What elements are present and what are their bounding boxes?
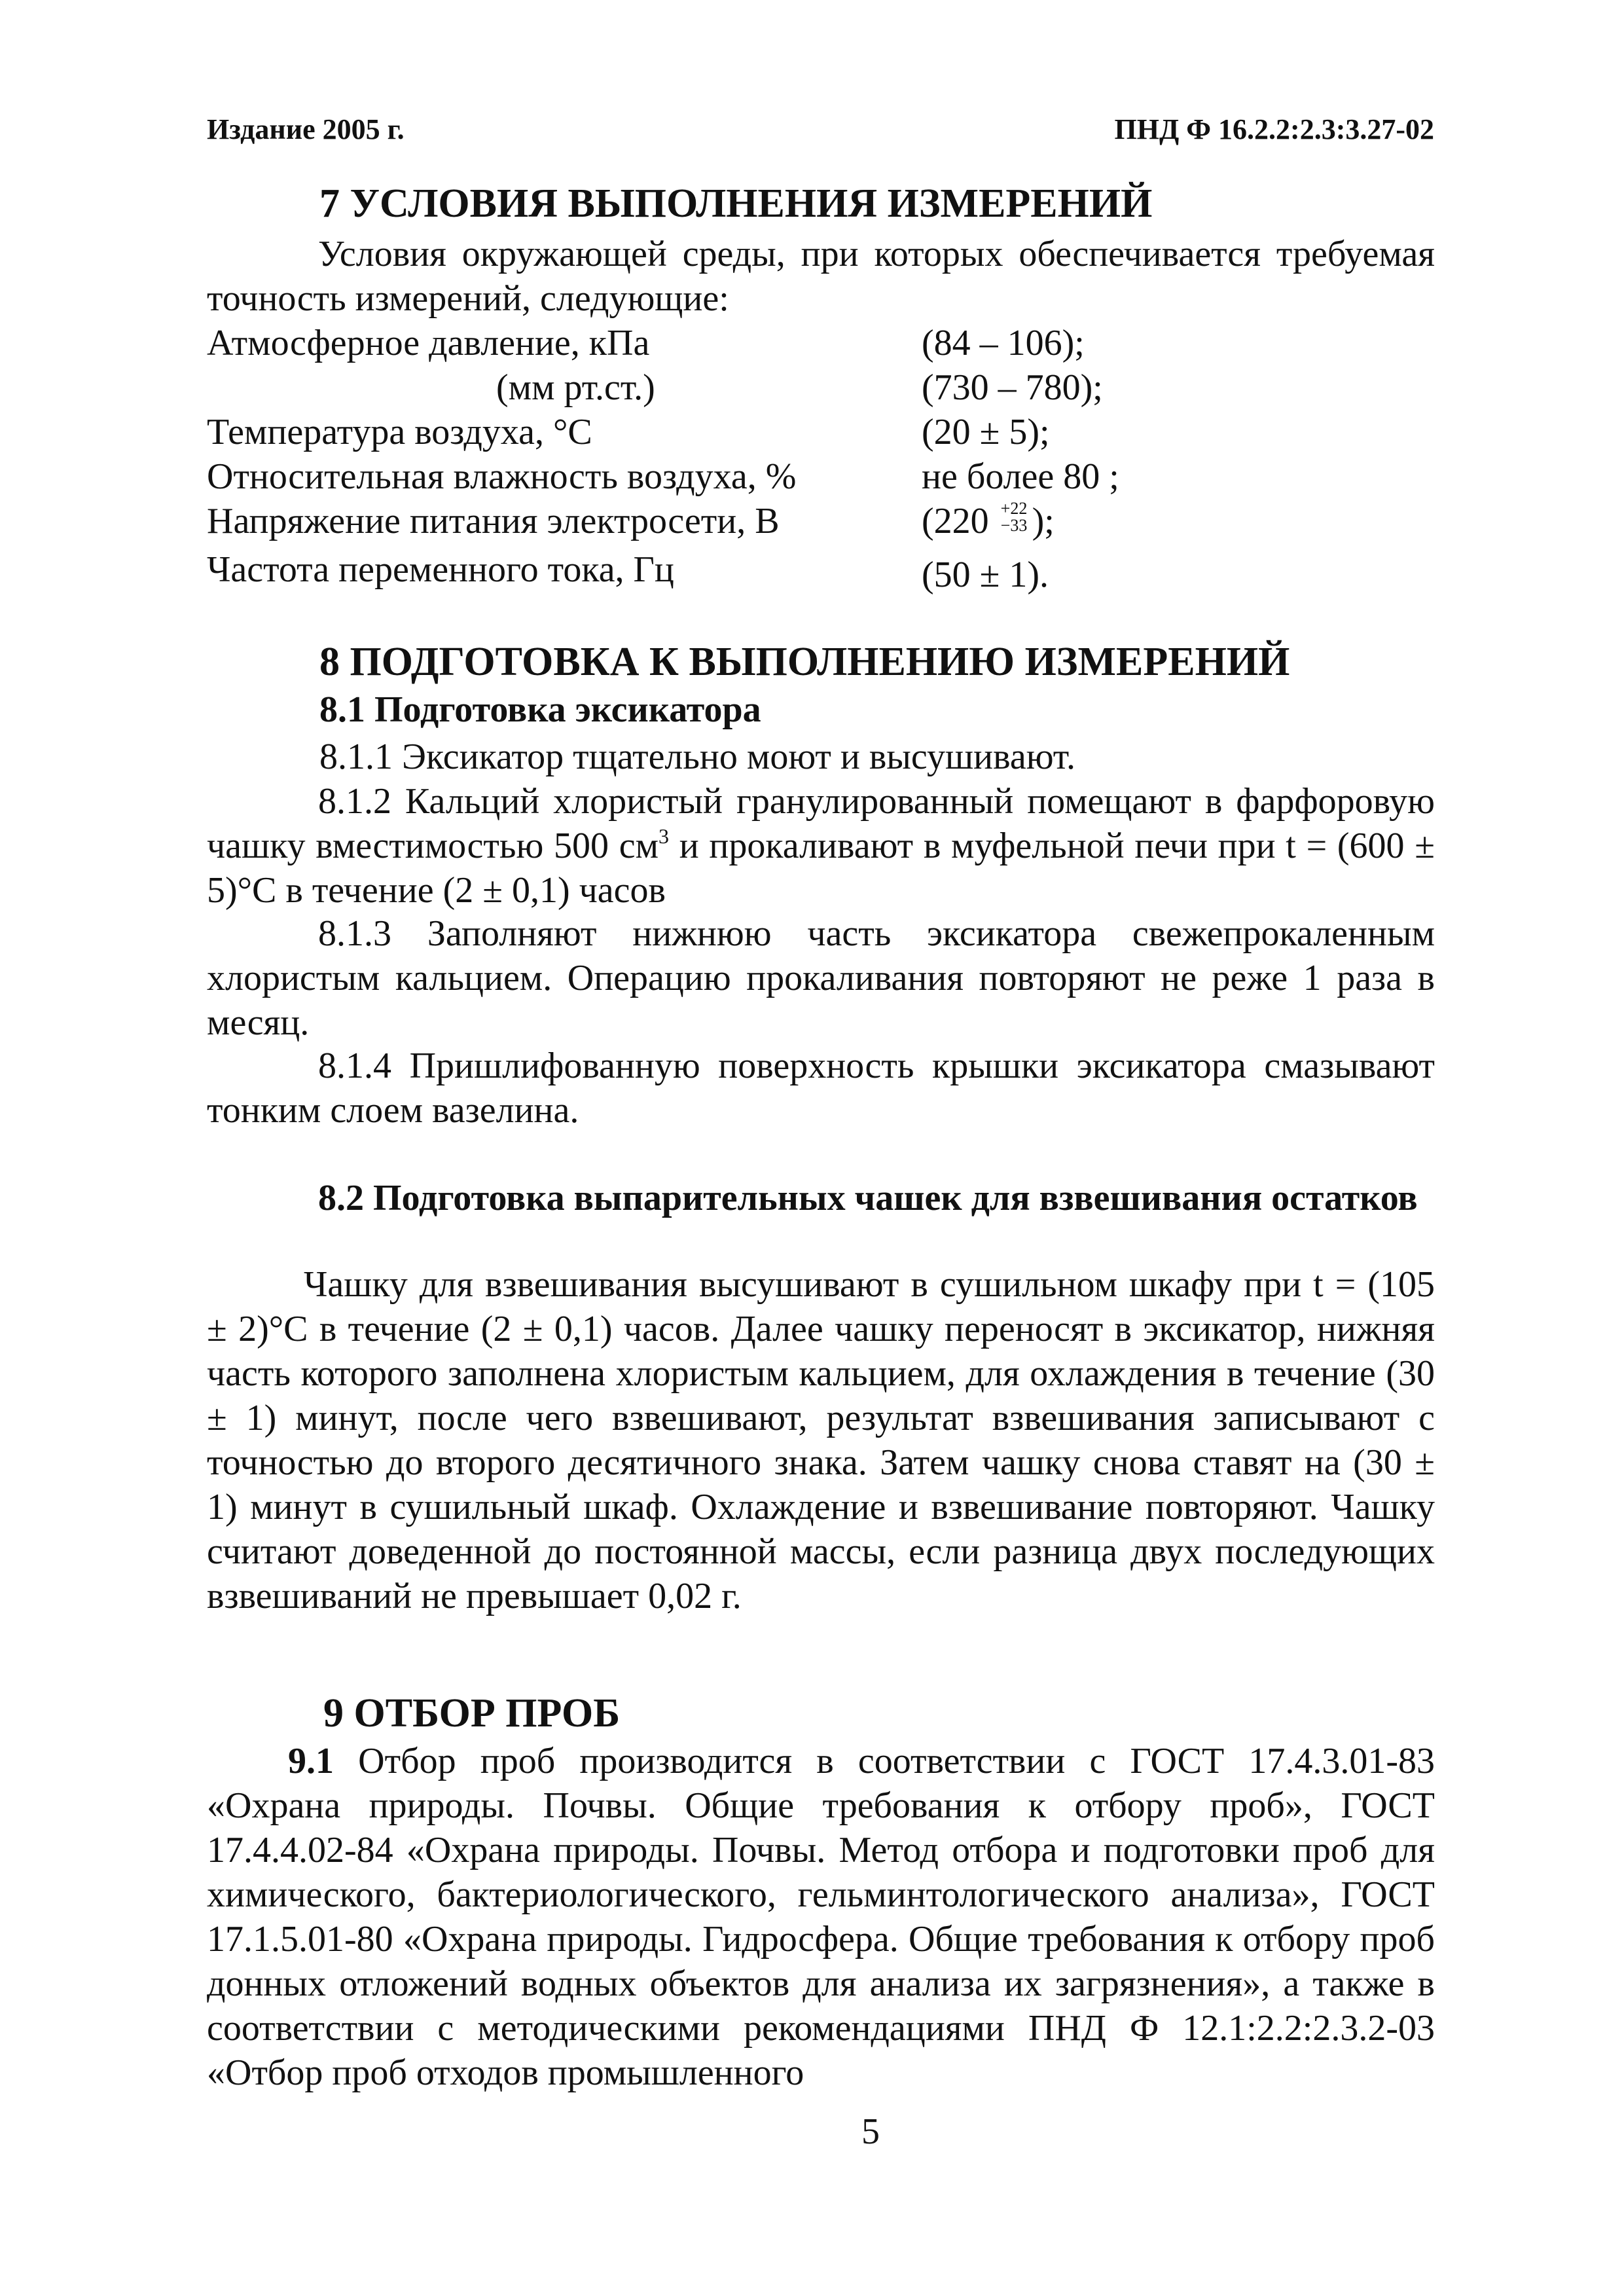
paragraph-8-1-1: 8.1.1 Эксикатор тщательно моют и высушивают. xyxy=(319,737,1076,777)
paragraph-9-1: 9.1 Отбор проб производится в соответствии с ГОСТ 17.4.3.01-83 «Охрана природы. Почвы. Общие требования к отбору проб», ГОСТ 17.4.4.02-84 «Охрана природы. Почвы. Метод отбора и подготовки проб для химического, бактериологического, гельминтологического анализа», ГОСТ 17.1.5.01-80 «Охрана природы. Гидросфера. Общие требования к отбору проб донных отложений водных объектов для анализа их загрязнения», а также в соответствии с методическими рекомендациями ПНД Ф 12.1:2.2:2.3.2-03 «Отбор проб отходов промышленного xyxy=(207,1741,1435,2093)
subsection-8-2-title: 8.2 Подготовка выпарительных чашек для взвешивания остатков xyxy=(318,1178,1418,1218)
condition-value: (730 – 780); xyxy=(922,367,1103,408)
condition-label: Частота переменного тока, Гц xyxy=(207,549,674,590)
condition-value: не более 80 ; xyxy=(922,456,1119,497)
condition-label: Температура воздуха, °С xyxy=(207,412,592,452)
section-7-intro: Условия окружающей среды, при которых обеспечивается требуемая точность измерений, следующие: xyxy=(207,234,1435,319)
section-7-title: 7 УСЛОВИЯ ВЫПОЛНЕНИЯ ИЗМЕРЕНИЙ xyxy=(319,181,1153,226)
voltage-tolerance: +22 −33 xyxy=(1000,499,1028,535)
condition-value: (220 +22 −33 ); xyxy=(922,499,1055,541)
section-8-title: 8 ПОДГОТОВКА К ВЫПОЛНЕНИЮ ИЗМЕРЕНИЙ xyxy=(319,640,1290,684)
edition-label: Издание 2005 г. xyxy=(207,113,405,145)
document-code: ПНД Ф 16.2.2:2.3:3.27-02 xyxy=(1114,113,1434,145)
condition-label: Напряжение питания электросети, В xyxy=(207,501,780,541)
condition-label: Относительная влажность воздуха, % xyxy=(207,456,797,497)
page-number: 5 xyxy=(861,2111,880,2152)
condition-value: (20 ± 5); xyxy=(922,412,1050,452)
condition-label: Атмосферное давление, кПа xyxy=(207,323,650,363)
paragraph-8-1-4: 8.1.4 Пришлифованную поверхность крышки эксикатора смазывают тонким слоем вазелина. xyxy=(207,1046,1435,1131)
subsection-8-1-title: 8.1 Подготовка эксикатора xyxy=(319,689,761,730)
paragraph-8-2: Чашку для взвешивания высушивают в сушильном шкафу при t = (105 ± 2)°С в течение (2 ± 0,1) часов. Далее чашку переносят в эксикатор, нижняя часть которого заполнена хлористым кальцием, для охлаждения в течение (30 ± 1) минут, после чего взвешивают, результат взвешивания записывают с точностью до второго десятичного знака. Затем чашку снова ставят на (30 ± 1) минут в сушильный шкаф. Охлаждение и взвешивание повторяют. Чашку считают доведенной до постоянной массы, если разница двух последующих взвешиваний не превышает 0,02 г. xyxy=(207,1264,1435,1616)
condition-value: (84 – 106); xyxy=(922,323,1085,363)
section-9-title: 9 ОТБОР ПРОБ xyxy=(323,1691,621,1736)
condition-label: (мм рт.ст.) xyxy=(496,367,655,408)
paragraph-8-1-3: 8.1.3 Заполняют нижнюю часть эксикатора свежепрокаленным хлористым кальцием. Операцию прокаливания повторяют не реже 1 раза в месяц. xyxy=(207,913,1435,1043)
condition-value: (50 ± 1). xyxy=(922,555,1049,595)
paragraph-8-1-2: 8.1.2 Кальций хлористый гранулированный помещают в фарфоровую чашку вместимостью 500 $см^3$ и прокаливают в муфельной печи при t = (600 ± 5)°С в течение (2 ± 0,1) часов xyxy=(207,781,1435,911)
